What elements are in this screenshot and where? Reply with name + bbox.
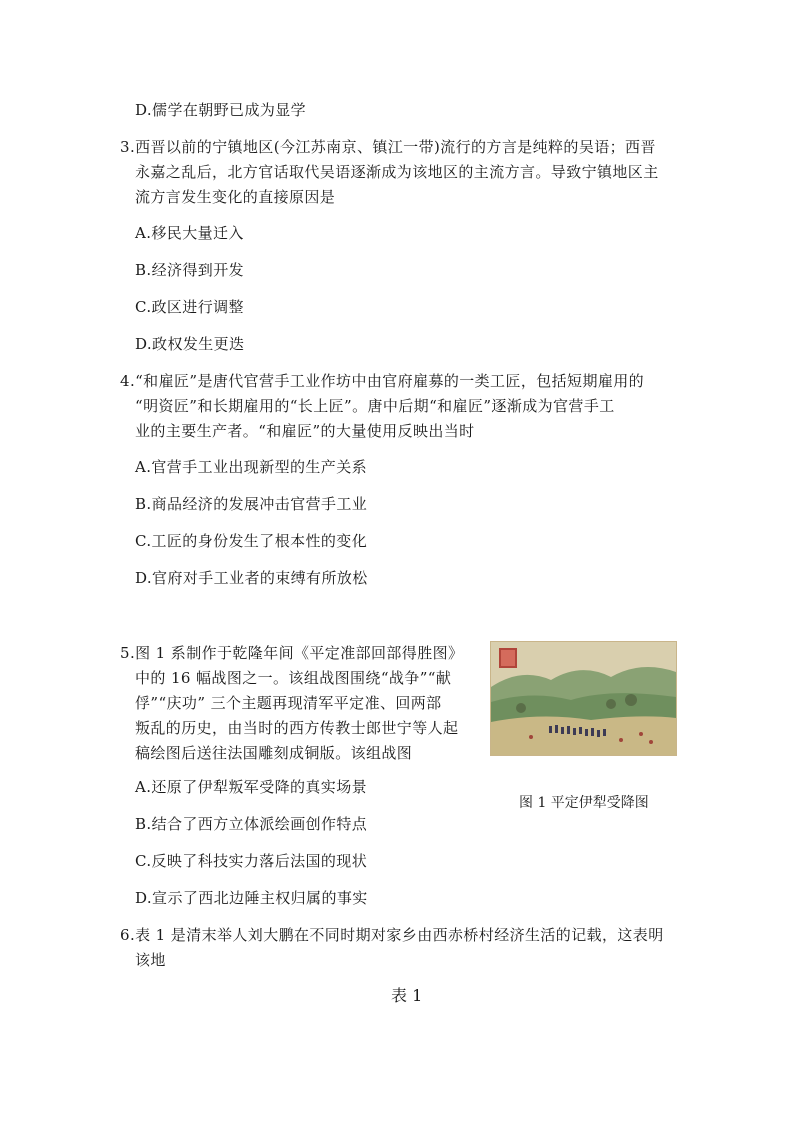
q5-option-c: C.反映了科技实力落后法国的现状 [135, 852, 368, 870]
q3-option-c: C.政区进行调整 [135, 298, 244, 316]
figure-1-caption: 图 1 平定伊犁受降图 [519, 795, 649, 811]
q3-stem-line-2: 永嘉之乱后，北方官话取代吴语逐渐成为该地区的主流方言。导致宁镇地区主 [135, 163, 659, 181]
q4-stem-line-2: “明资匠”和长期雇用的“长上匠”。唐中后期“和雇匠”逐渐成为官营手工 [135, 397, 615, 415]
q5-option-b: B.结合了西方立体派绘画创作特点 [135, 815, 368, 833]
q4-stem-line-1: 4.“和雇匠”是唐代官营手工业作坊中由官府雇募的一类工匠，包括短期雇用的 [120, 372, 645, 390]
q4-option-d: D.官府对手工业者的束缚有所放松 [135, 569, 368, 587]
q3-stem-line-3: 流方言发生变化的直接原因是 [135, 188, 336, 206]
q4-option-b: B.商品经济的发展冲击官营手工业 [135, 495, 368, 513]
q5-stem-line-1: 5.图 1 系制作于乾隆年间《平定准部回部得胜图》 [120, 644, 464, 662]
q3-option-a: A.移民大量迁入 [135, 224, 244, 242]
q4-option-a: A.官营手工业出现新型的生产关系 [135, 458, 368, 476]
q2-option-d: D.儒学在朝野已成为显学 [135, 101, 307, 119]
q3-option-d: D.政权发生更迭 [135, 335, 245, 353]
q5-stem-line-4: 叛乱的历史，由当时的西方传教士郎世宁等人起 [135, 719, 459, 737]
q4-option-c: C.工匠的身份发生了根本性的变化 [135, 532, 368, 550]
q6-stem-line-2: 该地 [135, 951, 166, 969]
q5-stem-line-5: 稿绘图后送往法国雕刻成铜版。该组战图 [135, 744, 413, 762]
q3-option-b: B.经济得到开发 [135, 261, 244, 279]
table-1-title: 表 1 [391, 986, 423, 1005]
q5-option-a: A.还原了伊犁叛军受降的真实场景 [135, 778, 368, 796]
figure-1-painting [490, 641, 677, 756]
q4-stem-line-3: 业的主要生产者。“和雇匠”的大量使用反映出当时 [135, 422, 475, 440]
q3-stem-line-1: 3.西晋以前的宁镇地区(今江苏南京、镇江一带)流行的方言是纯粹的吴语；西晋 [120, 138, 656, 156]
q5-stem-line-3: 俘”“庆功” 三个主题再现清军平定准、回两部 [135, 694, 442, 712]
painting-illustration [491, 642, 676, 755]
q5-stem-line-2: 中的 16 幅战图之一。该组战图围绕“战争”“献 [135, 669, 452, 687]
q5-option-d: D.宣示了西北边陲主权归属的事实 [135, 889, 368, 907]
q6-stem-line-1: 6.表 1 是清末举人刘大鹏在不同时期对家乡由西赤桥村经济生活的记载，这表明 [120, 926, 664, 944]
